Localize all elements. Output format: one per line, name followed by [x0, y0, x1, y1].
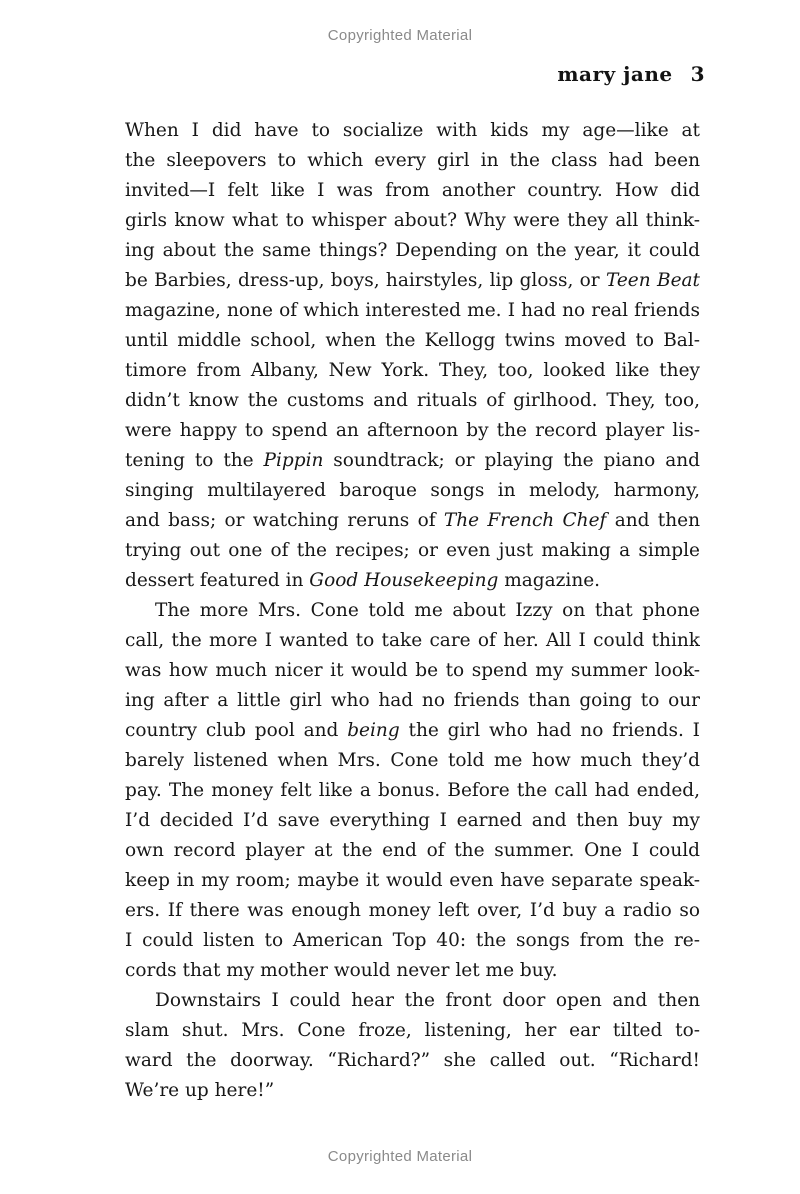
body-text: and then [606, 510, 700, 531]
body-text: slam shut. Mrs. Cone froze, listening, her ear tilted to- [125, 1020, 700, 1041]
body-text: ing after a little girl who had no friends than going to our [125, 690, 700, 711]
text-line [125, 686, 700, 716]
body-text: own record player at the end of the summer. One I could [125, 840, 700, 861]
body-text: were happy to spend an afternoon by the record player lis- [125, 420, 700, 441]
running-title: mary jane [557, 62, 673, 86]
body-text: didn’t know the customs and rituals of girlhood. They, too, [125, 390, 700, 411]
text-line [125, 626, 700, 656]
body-text: magazine, none of which interested me. I had no real friends [125, 300, 700, 321]
text-line [125, 206, 700, 236]
body-text: dessert featured in [125, 570, 310, 591]
italic-text: The French Chef [443, 510, 607, 531]
text-line [125, 836, 700, 866]
copyright-notice-bottom: Copyrighted Material [327, 1148, 473, 1165]
text-line [125, 896, 700, 926]
body-text: trying out one of the recipes; or even just making a simple [125, 540, 700, 561]
text-line [125, 1016, 700, 1046]
body-text: ers. If there was enough money left over, I’d buy a radio so [125, 900, 700, 921]
body-text: the sleepovers to which every girl in the class had been [125, 150, 700, 171]
body-text: I could listen to American Top 40: the songs from the re- [125, 930, 700, 951]
text-line [125, 416, 700, 446]
italic-text: Pippin [263, 450, 324, 471]
italic-text: being [347, 720, 400, 741]
text-line [125, 506, 700, 536]
text-line [125, 806, 700, 836]
text-line [125, 356, 700, 386]
text-line [125, 1076, 700, 1106]
body-text: soundtrack; or playing the piano and [323, 450, 700, 471]
body-text: We’re up here!” [125, 1080, 275, 1101]
italic-text: Good Housekeeping [309, 570, 499, 591]
body-text: Downstairs I could hear the front door open and then [155, 990, 700, 1011]
body-text: When I did have to socialize with kids my age—like at [125, 120, 700, 141]
text-line [125, 326, 700, 356]
italic-text: Teen Beat [605, 270, 700, 291]
text-line [125, 776, 700, 806]
body-text: girls know what to whisper about? Why were they all think- [125, 210, 700, 231]
text-line [125, 116, 700, 146]
paragraph [125, 986, 700, 1106]
text-line [125, 956, 700, 986]
text-line [125, 746, 700, 776]
body-text: and bass; or watching reruns of [125, 510, 444, 531]
body-text: cords that my mother would never let me buy. [125, 960, 558, 981]
body-text: the girl who had no friends. I [399, 720, 700, 741]
body-text: was how much nicer it would be to spend my summer look- [125, 660, 700, 681]
body-text: timore from Albany, New York. They, too, looked like they [125, 360, 700, 381]
text-line [125, 596, 700, 626]
text-line [125, 866, 700, 896]
body-text: call, the more I wanted to take care of her. All I could think [125, 630, 700, 651]
text-line [125, 566, 700, 596]
text-line [125, 236, 700, 266]
body-text: singing multilayered baroque songs in melody, harmony, [125, 480, 700, 501]
body-text: magazine. [498, 570, 601, 591]
text-line [125, 716, 700, 746]
text-line [125, 986, 700, 1016]
body-text: keep in my room; maybe it would even have separate speak- [125, 870, 700, 891]
body-text: ing about the same things? Depending on the year, it could [125, 240, 700, 261]
body-text: pay. The money felt like a bonus. Before the call had ended, [125, 780, 700, 801]
body-text: barely listened when Mrs. Cone told me how much they’d [125, 750, 700, 771]
text-line [125, 176, 700, 206]
body-text: ward the doorway. “Richard?” she called out. “Richard! [125, 1050, 700, 1071]
body-text: tening to the [125, 450, 264, 471]
running-header [557, 62, 705, 86]
text-line [125, 296, 700, 326]
text-line [125, 146, 700, 176]
text-line [125, 476, 700, 506]
paragraph [125, 596, 700, 986]
text-line [125, 656, 700, 686]
text-line [125, 1046, 700, 1076]
body-text: until middle school, when the Kellogg twins moved to Bal- [125, 330, 700, 351]
copyright-notice-top: Copyrighted Material [327, 27, 473, 44]
text-line [125, 446, 700, 476]
body-text: invited—I felt like I was from another country. How did [125, 180, 700, 201]
text-line [125, 386, 700, 416]
text-line [125, 536, 700, 566]
page-body [125, 116, 700, 1106]
body-text: country club pool and [125, 720, 348, 741]
text-line [125, 266, 700, 296]
body-text: be Barbies, dress-up, boys, hairstyles, lip gloss, or [125, 270, 606, 291]
body-text: I’d decided I’d save everything I earned and then buy my [125, 810, 700, 831]
page-number: 3 [690, 62, 705, 86]
paragraph [125, 116, 700, 596]
text-line [125, 926, 700, 956]
body-text: The more Mrs. Cone told me about Izzy on that phone [155, 600, 700, 621]
